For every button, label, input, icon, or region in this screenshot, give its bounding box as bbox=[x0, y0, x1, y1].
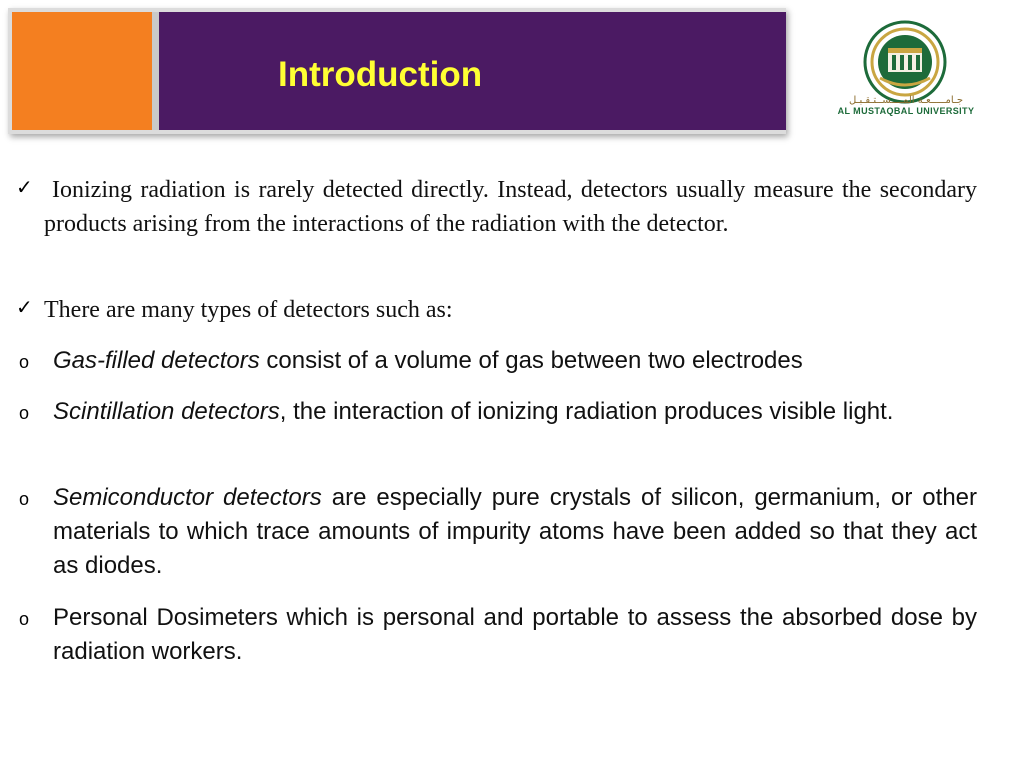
header-orange-block bbox=[12, 12, 152, 130]
circle-bullet-icon: o bbox=[19, 609, 30, 629]
logo-arabic-name: جـامـــــعـة المــــســتـقـبـل bbox=[848, 95, 964, 106]
slide-title: Introduction bbox=[278, 55, 483, 94]
check-icon: ✓ bbox=[16, 295, 33, 319]
term-semiconductor: Semiconductor detectors bbox=[53, 484, 322, 511]
circle-bullet-icon: o bbox=[19, 489, 30, 509]
item-description: are especially pure crystals of silicon, germanium, or other materials to which trace amounts of impurity atoms have been added so that they act as diodes. bbox=[53, 484, 978, 579]
term-scintillation: Scintillation detectors bbox=[53, 398, 280, 425]
circle-bullet-icon: o bbox=[19, 352, 30, 372]
term-gas-filled: Gas-filled detectors bbox=[53, 347, 260, 374]
item-description: , the interaction of ionizing radiation produces visible light. bbox=[279, 398, 894, 425]
bullet-text-detector-types: There are many types of detectors such as: bbox=[44, 297, 453, 323]
item-description: Personal Dosimeters which is personal and portable to assess the absorbed dose by radiation workers. bbox=[53, 604, 977, 665]
bullet-text-ionizing: Ionizing radiation is rarely detected directly. Instead, detectors usually measure the secondary products arising from the interactions of the radiation with the detector. bbox=[44, 177, 977, 237]
logo-english-name: AL MUSTAQBAL UNIVERSITY bbox=[837, 106, 975, 116]
list-item bbox=[53, 395, 977, 429]
list-item bbox=[53, 601, 977, 669]
list-item bbox=[53, 481, 977, 583]
header-divider bbox=[152, 12, 159, 130]
check-icon: ✓ bbox=[16, 175, 33, 199]
circle-bullet-icon: o bbox=[19, 403, 30, 423]
item-description: consist of a volume of gas between two electrodes bbox=[259, 347, 803, 374]
list-item bbox=[53, 344, 977, 378]
